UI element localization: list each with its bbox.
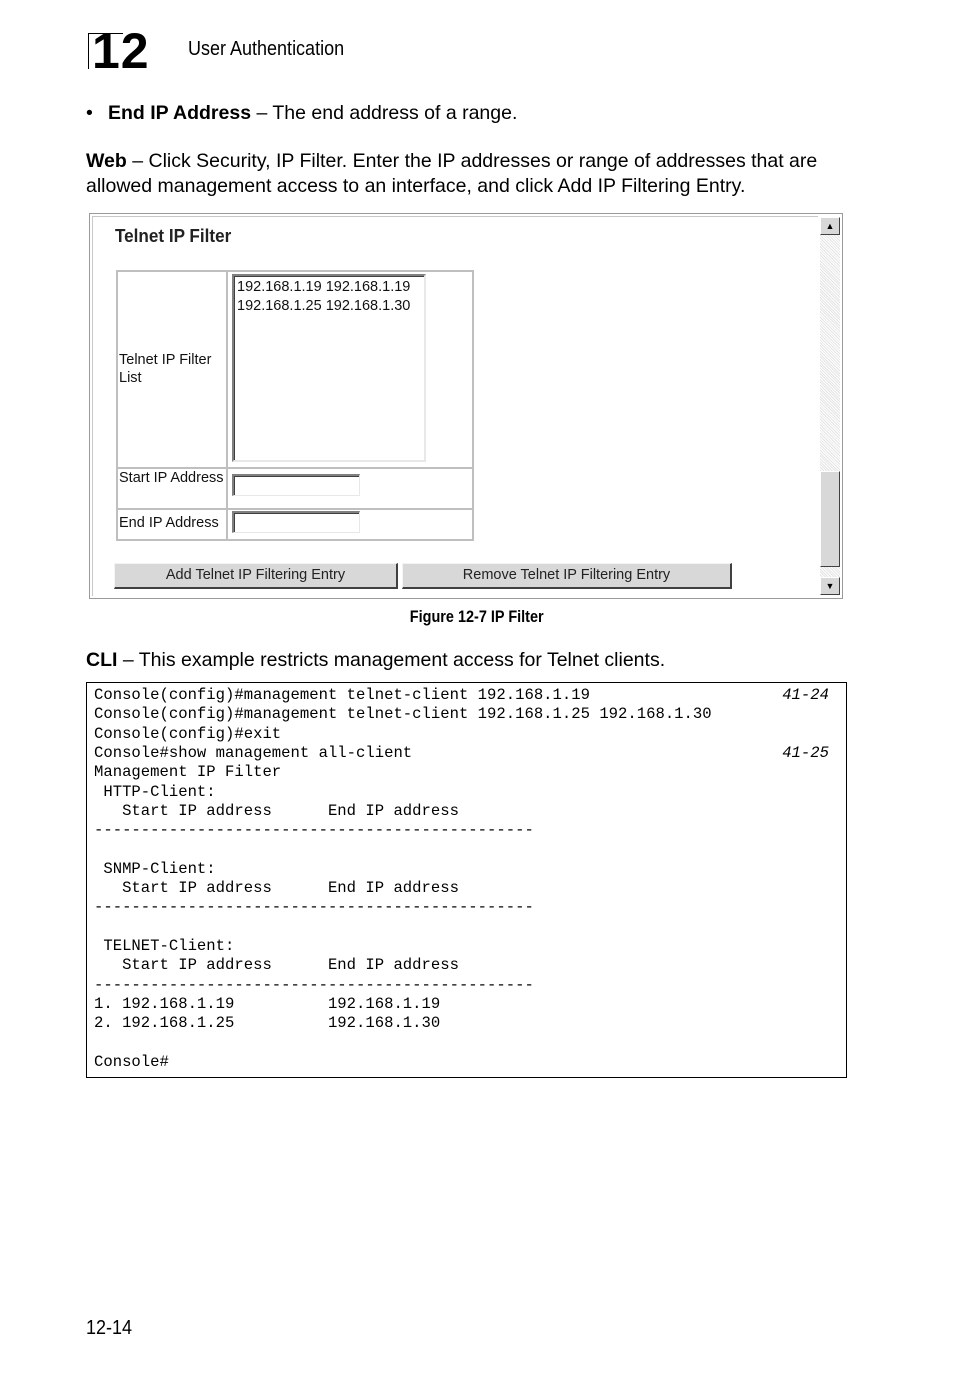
start-ip-label: Start IP Address [118, 467, 228, 508]
code-line: 2. 192.168.1.25 192.168.1.30 [94, 1014, 441, 1033]
chapter-number: 12 [92, 23, 150, 79]
bullet-text: – The end address of a range. [251, 102, 518, 124]
remove-filter-entry-button[interactable]: Remove Telnet IP Filtering Entry [402, 563, 732, 589]
code-line: Management IP Filter [94, 763, 282, 782]
web-term: Web [86, 150, 127, 172]
code-line: Console(config)#management telnet-client 192.168.1.25 192.168.1.30 [94, 705, 712, 724]
web-text: – Click Security, IP Filter. Enter the IP addresses or range of addresses that are allowed management access to an interface, and click Add IP Filtering Entry. [86, 150, 818, 197]
filter-list-item[interactable]: 192.168.1.19 192.168.1.19 [237, 279, 411, 295]
code-line: TELNET-Client: [94, 936, 235, 955]
bullet-term: End IP Address [108, 102, 252, 124]
add-filter-entry-button[interactable]: Add Telnet IP Filtering Entry [114, 563, 398, 589]
cli-term: CLI [86, 649, 118, 671]
vertical-scrollbar[interactable] [820, 217, 840, 595]
scroll-down-arrow-icon[interactable]: ▼ [820, 577, 840, 595]
end-ip-row [118, 508, 472, 539]
cli-paragraph [86, 648, 665, 673]
screenshot-content [92, 216, 818, 596]
code-line: HTTP-Client: [94, 782, 216, 801]
code-line: ----------------------------------------------- [94, 821, 534, 840]
code-line: SNMP-Client: [94, 859, 216, 878]
bullet-item [86, 101, 517, 126]
code-line: 1. 192.168.1.19 192.168.1.19 [94, 994, 441, 1013]
scroll-up-arrow-icon[interactable]: ▲ [820, 217, 840, 235]
web-paragraph [86, 149, 846, 199]
figure-caption [0, 607, 954, 627]
ip-filter-screenshot [89, 213, 843, 599]
figure-caption-text: Figure 12-7 IP Filter [410, 607, 544, 626]
code-line: Start IP address End IP address [94, 801, 459, 820]
code-line: ----------------------------------------------- [94, 975, 534, 994]
command-reference: 41-24 [782, 686, 829, 704]
start-ip-input[interactable] [232, 474, 360, 496]
scrollbar-thumb[interactable] [820, 471, 840, 567]
filter-list-label: Telnet IP Filter List [118, 272, 228, 467]
code-line: Console(config)#management telnet-client 192.168.1.19 [94, 686, 590, 704]
end-ip-cell [230, 508, 472, 539]
code-line: ----------------------------------------------- [94, 898, 534, 917]
filter-list-cell [230, 272, 472, 467]
start-ip-cell [230, 467, 472, 508]
end-ip-input[interactable] [232, 511, 360, 533]
cli-text: – This example restricts management access for Telnet clients. [117, 649, 666, 671]
filter-list-item[interactable]: 192.168.1.25 192.168.1.30 [237, 298, 411, 314]
code-line: Console(config)#exit [94, 724, 282, 743]
filter-form-table [116, 270, 474, 541]
page-number: 12-14 [86, 1317, 133, 1339]
code-line: Console#show management all-client [94, 743, 413, 762]
code-line: Start IP address End IP address [94, 956, 459, 975]
start-ip-row [118, 467, 472, 510]
code-line: Console# [94, 1052, 169, 1071]
cli-code-block [86, 682, 847, 1078]
bullet-marker: • [86, 102, 93, 124]
filter-list-row [118, 272, 472, 469]
command-reference: 41-25 [782, 743, 829, 762]
end-ip-label: End IP Address [118, 508, 228, 539]
chapter-title: User Authentication [188, 38, 345, 60]
panel-title: Telnet IP Filter [115, 226, 232, 246]
code-line: Start IP address End IP address [94, 879, 459, 897]
filter-list-box[interactable] [232, 274, 426, 462]
